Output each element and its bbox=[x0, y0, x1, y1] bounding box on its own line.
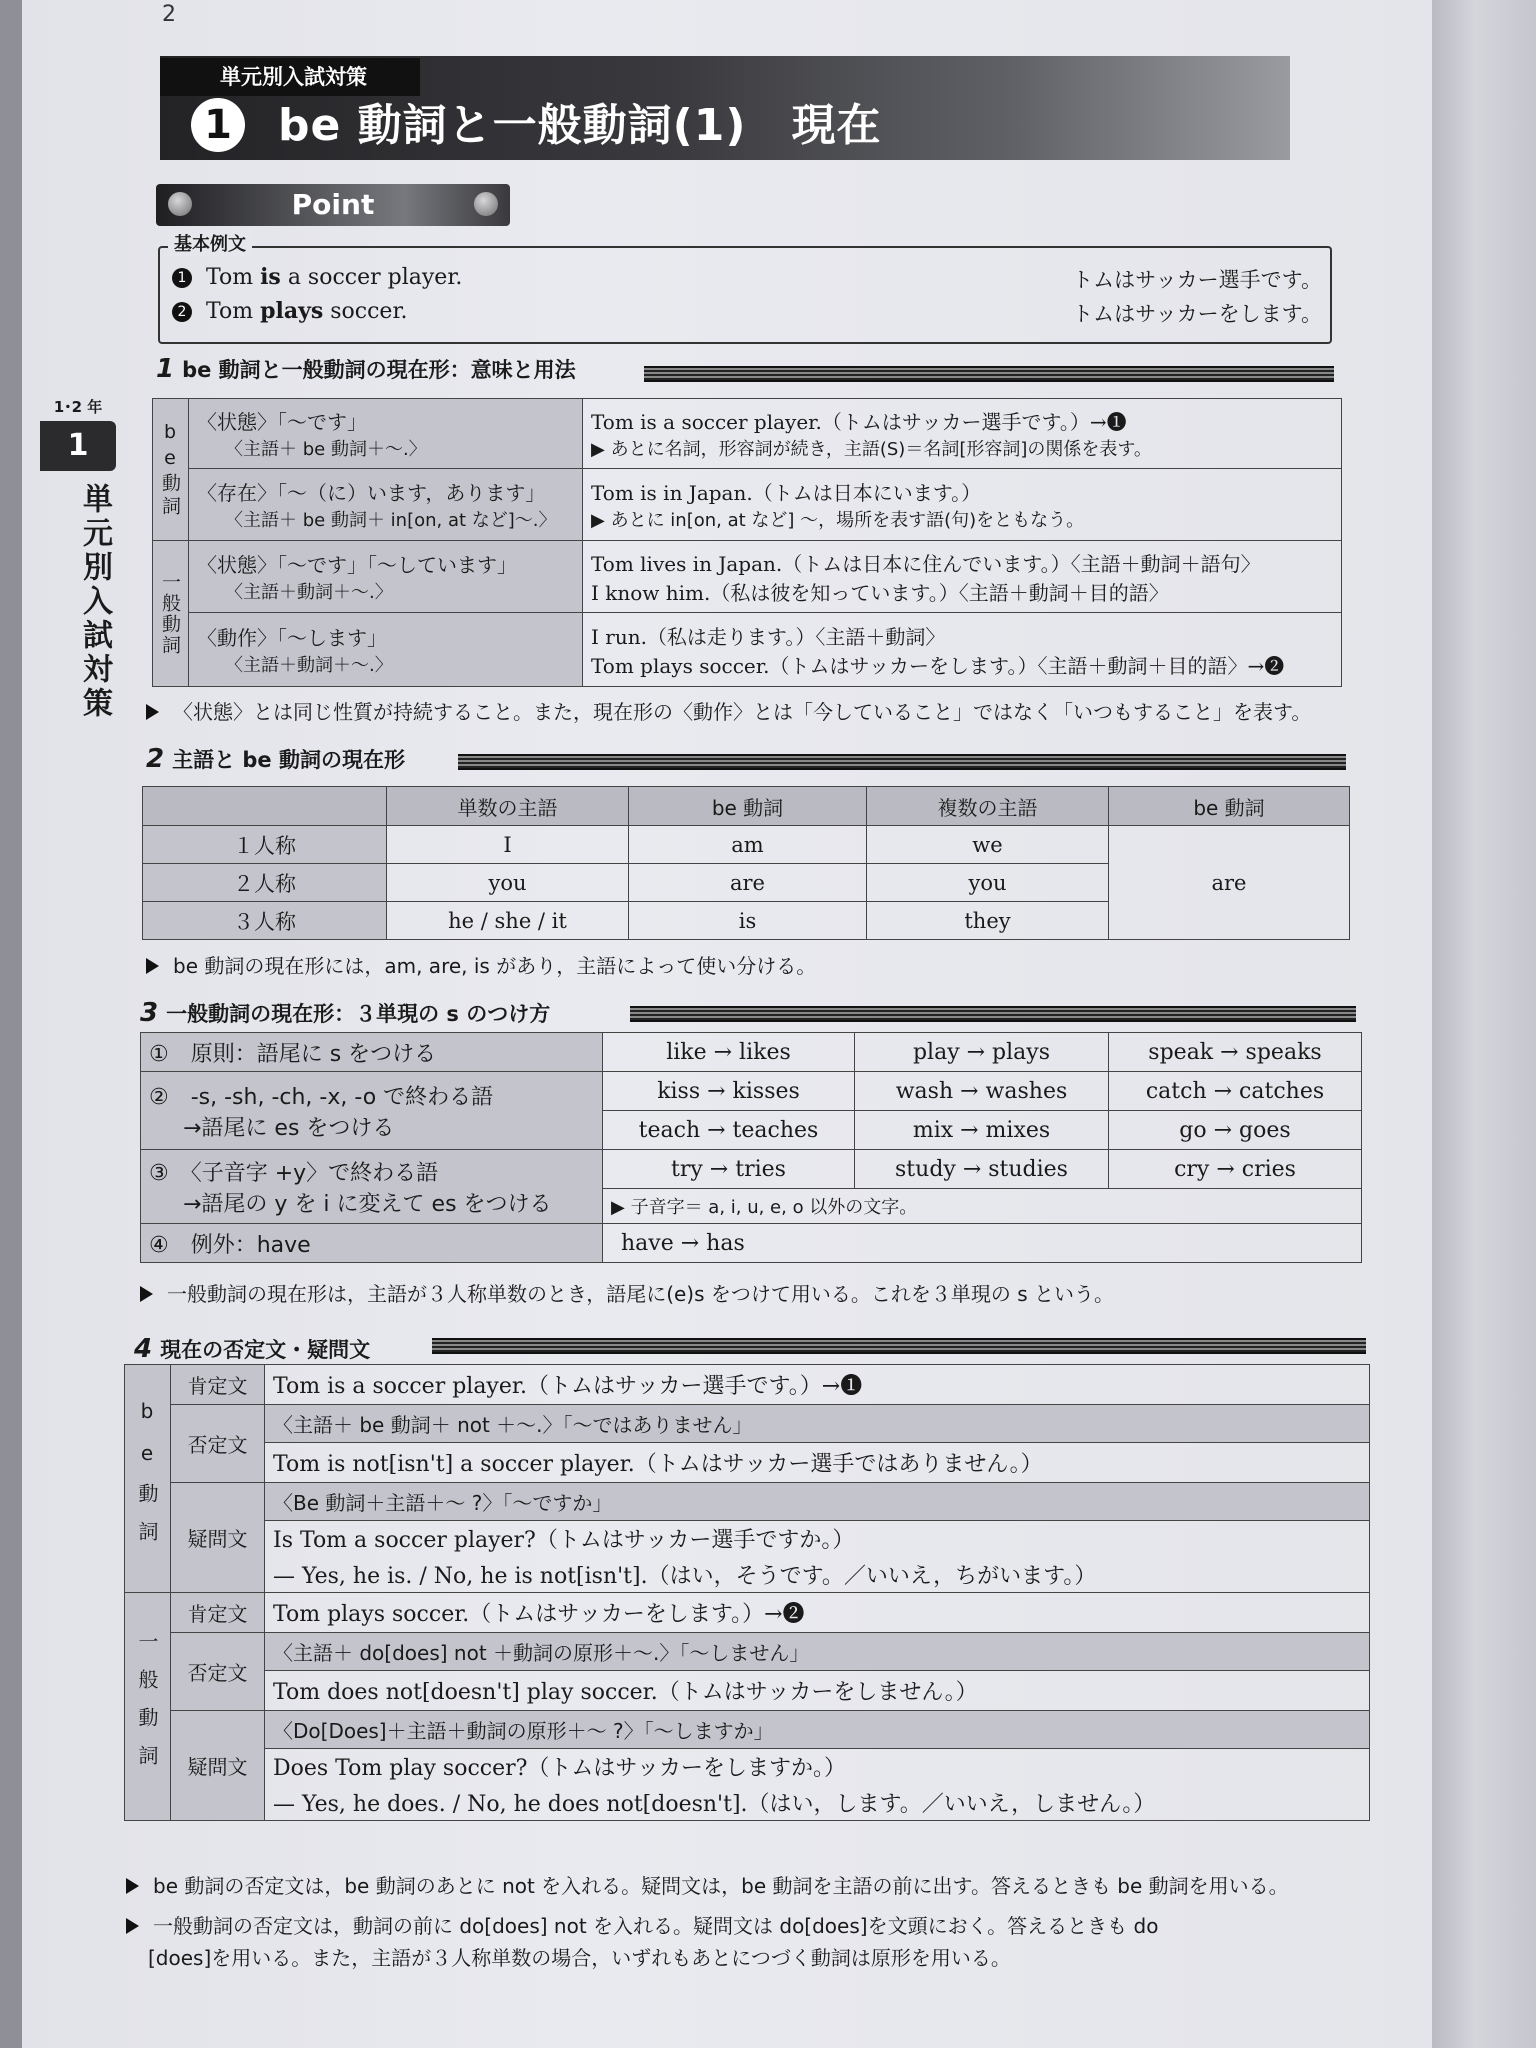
example-number-icon: 1 bbox=[172, 268, 192, 288]
neg-label: 否定文 bbox=[171, 1405, 265, 1483]
rule-text: ② -s, -sh, -ch, -x, -o で終わる語 bbox=[149, 1084, 494, 1110]
word-like: like → likes bbox=[603, 1033, 855, 1072]
note-text: 一般動詞の否定文は，動詞の前に do[does] not を入れる。疑問文は do[does]を文頭におく。答えるときも do bbox=[153, 1914, 1159, 1938]
be-neg-rule: 〈主語＋ be 動詞＋ not ＋～.〉「～ではありません」 bbox=[265, 1405, 1370, 1443]
gen-neg-rule: 〈主語＋ do[does] not ＋動詞の原形＋～.〉「～しません」 bbox=[265, 1633, 1370, 1671]
person-3: ３人称 bbox=[143, 902, 387, 940]
action-cell bbox=[189, 613, 583, 687]
side-grade: 1･2 年 bbox=[53, 398, 103, 416]
col-header-plural: 複数の主語 bbox=[867, 787, 1109, 826]
rule-4: ④ 例外：have bbox=[141, 1224, 603, 1263]
col-header-be: be 動詞 bbox=[629, 787, 867, 826]
section-2-rule bbox=[458, 754, 1346, 770]
bottom-note-3: [does]を用いる。また，主語が３人称単数の場合，いずれもあとにつづく動詞は原形を用いる。 bbox=[148, 1946, 1011, 1970]
usage-pattern: 〈主語＋ be 動詞＋ in[on, at など]～.〉 bbox=[225, 510, 557, 531]
example-text: soccer. bbox=[323, 299, 408, 324]
be-q-rule: 〈Be 動詞＋主語＋～ ?〉「～ですか」 bbox=[265, 1483, 1370, 1521]
gen-affirm: Tom plays soccer.（トムはサッカーをします。）→❷ bbox=[265, 1593, 1370, 1633]
singular-subject: you bbox=[387, 864, 629, 902]
section-3-rule bbox=[630, 1006, 1356, 1022]
general-verb-label: 一般動詞 bbox=[153, 541, 189, 687]
page-number: 2 bbox=[162, 2, 176, 27]
affirm-label: 肯定文 bbox=[171, 1593, 265, 1633]
gen-answer: — Yes, he does. / No, he does not[doesn't].（はい，します。／いいえ，しません。） bbox=[265, 1785, 1370, 1821]
section-2-heading bbox=[146, 744, 405, 774]
singular-subject: he / she / it bbox=[387, 902, 629, 940]
word-teach: teach → teaches bbox=[603, 1111, 855, 1150]
rule-text: →語尾の y を i に変えて es をつける bbox=[183, 1191, 552, 1217]
be-verb: is bbox=[629, 902, 867, 940]
state-cell bbox=[189, 399, 583, 469]
usage-label: 〈存在〉「～（に）います，あります」 bbox=[197, 481, 546, 505]
basic-examples-label: 基本例文 bbox=[168, 230, 252, 256]
be-affirm: Tom is a soccer player.（トムはサッカー選手です。）→❶ bbox=[265, 1365, 1370, 1405]
section-1-rule bbox=[644, 366, 1334, 382]
bottom-note-2 bbox=[126, 1910, 1158, 1939]
section-1-note bbox=[146, 696, 1311, 725]
example-verb: plays bbox=[260, 298, 324, 324]
word-speak: speak → speaks bbox=[1109, 1033, 1362, 1072]
usage-note: ▶ あとに名詞，形容詞が続き，主語(S)＝名詞[形容詞]の関係を表す。 bbox=[591, 439, 1152, 460]
gen-neg: Tom does not[doesn't] play soccer.（トムはサッカーをしません。） bbox=[265, 1671, 1370, 1711]
word-play: play → plays bbox=[855, 1033, 1109, 1072]
usage-pattern: 〈主語＋動詞＋～.〉 bbox=[225, 655, 393, 676]
be-neg: Tom is not[isn't] a soccer player.（トムはサッカー選手ではありません。） bbox=[265, 1443, 1370, 1483]
be-verb-label: be動詞 bbox=[125, 1365, 171, 1593]
side-tab-number: 1 bbox=[40, 421, 116, 471]
triangle-bullet-icon bbox=[146, 958, 159, 974]
existence-example-cell bbox=[583, 469, 1342, 541]
be-verb: are bbox=[629, 864, 867, 902]
example-translation: トムはサッカー選手です。 bbox=[1072, 268, 1322, 292]
triangle-bullet-icon bbox=[146, 704, 159, 720]
rule-text: ③ 〈子音字 +y〉で終わる語 bbox=[149, 1160, 439, 1186]
plural-be-verb: are bbox=[1109, 826, 1350, 940]
section-title: 一般動詞の現在形：３単現の s のつけ方 bbox=[166, 1002, 551, 1026]
usage-label: 〈状態〉「～です」 bbox=[197, 410, 367, 434]
note-text: be 動詞の否定文は，be 動詞のあとに not を入れる。疑問文は，be 動詞を主語の前に出す。答えるときも be 動詞を用いる。 bbox=[153, 1874, 1289, 1898]
section-number: 2 bbox=[146, 744, 165, 774]
triangle-bullet-icon bbox=[126, 1878, 139, 1894]
unit-subtitle: 単元別入試対策 bbox=[160, 58, 420, 96]
q-label: 疑問文 bbox=[171, 1711, 265, 1821]
side-tab-text: 単元別入試対策 bbox=[77, 483, 112, 721]
rule-3 bbox=[141, 1150, 603, 1224]
plural-subject: you bbox=[867, 864, 1109, 902]
note-text: 〈状態〉とは同じ性質が持続すること。また，現在形の〈動作〉とは「今していること」ではなく「いつもすること」を表す。 bbox=[173, 700, 1312, 724]
point-label: Point bbox=[291, 188, 375, 221]
section-3-heading bbox=[140, 998, 550, 1028]
neg-label: 否定文 bbox=[171, 1633, 265, 1711]
col-header-singular: 単数の主語 bbox=[387, 787, 629, 826]
word-study: study → studies bbox=[855, 1150, 1109, 1189]
usage-pattern: 〈主語＋ be 動詞＋～.〉 bbox=[225, 439, 427, 460]
unit-number: 1 bbox=[191, 98, 245, 152]
usage-example: Tom is in Japan.（トムは日本にいます。） bbox=[591, 481, 982, 505]
be-answer: — Yes, he is. / No, he is not[isn't].（はい，そうです。／いいえ，ちがいます。） bbox=[265, 1557, 1370, 1593]
be-verb: am bbox=[629, 826, 867, 864]
word-kiss: kiss → kisses bbox=[603, 1072, 855, 1111]
plural-subject: we bbox=[867, 826, 1109, 864]
gen-q-rule: 〈Do[Does]＋主語＋動詞の原形＋～ ?〉「～しますか」 bbox=[265, 1711, 1370, 1749]
word-go: go → goes bbox=[1109, 1111, 1362, 1150]
usage-note: ▶ あとに in[on, at など] ～，場所を表す語(句)をともなう。 bbox=[591, 510, 1085, 531]
person-2: ２人称 bbox=[143, 864, 387, 902]
word-mix: mix → mixes bbox=[855, 1111, 1109, 1150]
usage-example: I run.（私は走ります。）〈主語＋動詞〉 bbox=[591, 624, 946, 649]
section-2-table bbox=[142, 786, 1350, 940]
be-verb-label: be動詞 bbox=[153, 399, 189, 541]
usage-example: Tom is a soccer player.（トムはサッカー選手です。）→❶ bbox=[591, 410, 1127, 434]
person-1: １人称 bbox=[143, 826, 387, 864]
word-cry: cry → cries bbox=[1109, 1150, 1362, 1189]
section-number: 1 bbox=[156, 354, 175, 384]
section-title: 現在の否定文・疑問文 bbox=[160, 1338, 371, 1362]
usage-pattern: 〈主語＋動詞＋～.〉 bbox=[225, 582, 393, 603]
col-header bbox=[143, 787, 387, 826]
rule-2 bbox=[141, 1072, 603, 1150]
general-state-example-cell bbox=[583, 541, 1342, 613]
plural-subject: they bbox=[867, 902, 1109, 940]
facing-page-edge bbox=[1432, 0, 1536, 2048]
state-example-cell bbox=[583, 399, 1342, 469]
example-text: Tom bbox=[206, 265, 261, 290]
example-text: a soccer player. bbox=[280, 265, 463, 290]
col-header-be: be 動詞 bbox=[1109, 787, 1350, 826]
rule-1: ① 原則：語尾に s をつける bbox=[141, 1033, 603, 1072]
unit-title: be 動詞と一般動詞(1) 現在 bbox=[278, 100, 882, 151]
existence-cell bbox=[189, 469, 583, 541]
basic-example-1 bbox=[172, 264, 1322, 296]
word-catch: catch → catches bbox=[1109, 1072, 1362, 1111]
section-number: 4 bbox=[134, 1334, 153, 1364]
action-example-cell bbox=[583, 613, 1342, 687]
note-text: be 動詞の現在形には，am, are, is があり，主語によって使い分ける。 bbox=[173, 954, 817, 978]
section-title: be 動詞と一般動詞の現在形：意味と用法 bbox=[182, 358, 576, 382]
bottom-note-1 bbox=[126, 1870, 1289, 1899]
section-4-table bbox=[124, 1364, 1370, 1821]
word-try: try → tries bbox=[603, 1150, 855, 1189]
triangle-bullet-icon bbox=[140, 1286, 153, 1302]
section-1-table bbox=[152, 398, 1342, 687]
example-number-icon: 2 bbox=[172, 302, 192, 322]
usage-example: Tom plays soccer.（トムはサッカーをします。）〈主語＋動詞＋目的語〉→❷ bbox=[591, 653, 1285, 678]
word-wash: wash → washes bbox=[855, 1072, 1109, 1111]
example-text: Tom bbox=[206, 299, 261, 324]
section-title: 主語と be 動詞の現在形 bbox=[172, 748, 405, 772]
general-state-cell bbox=[189, 541, 583, 613]
example-translation: トムはサッカーをします。 bbox=[1072, 302, 1322, 326]
rule-text: →語尾に es をつける bbox=[183, 1115, 395, 1141]
section-2-note bbox=[146, 950, 816, 979]
section-3-table bbox=[140, 1032, 1362, 1263]
note-text: 一般動詞の現在形は，主語が３人称単数のとき，語尾に(e)s をつけて用いる。これを３単現の s という。 bbox=[167, 1282, 1115, 1306]
be-q: Is Tom a soccer player?（トムはサッカー選手ですか。） bbox=[265, 1521, 1370, 1557]
section-4-rule bbox=[432, 1338, 1366, 1354]
singular-subject: I bbox=[387, 826, 629, 864]
section-4-heading bbox=[134, 1334, 370, 1364]
gen-q: Does Tom play soccer?（トムはサッカーをしますか。） bbox=[265, 1749, 1370, 1785]
usage-label: 〈状態〉「～です」「～しています」 bbox=[197, 553, 517, 577]
consonant-note: ▶ 子音字＝ a, i, u, e, o 以外の文字。 bbox=[603, 1189, 1362, 1224]
section-1-heading bbox=[156, 354, 576, 384]
section-3-note bbox=[140, 1278, 1114, 1307]
basic-example-2 bbox=[172, 298, 1322, 330]
usage-label: 〈動作〉「～します」 bbox=[197, 626, 387, 650]
section-number: 3 bbox=[140, 998, 159, 1028]
word-have: have → has bbox=[603, 1224, 1362, 1263]
usage-example: Tom lives in Japan.（トムは日本に住んでいます。）〈主語＋動詞＋語句〉 bbox=[591, 551, 1261, 576]
affirm-label: 肯定文 bbox=[171, 1365, 265, 1405]
usage-example: I know him.（私は彼を知っています。）〈主語＋動詞＋目的語〉 bbox=[591, 580, 1169, 605]
general-verb-label: 一般動詞 bbox=[125, 1593, 171, 1821]
q-label: 疑問文 bbox=[171, 1483, 265, 1593]
example-verb: is bbox=[260, 264, 281, 290]
triangle-bullet-icon bbox=[126, 1918, 139, 1934]
side-tab bbox=[40, 396, 112, 721]
